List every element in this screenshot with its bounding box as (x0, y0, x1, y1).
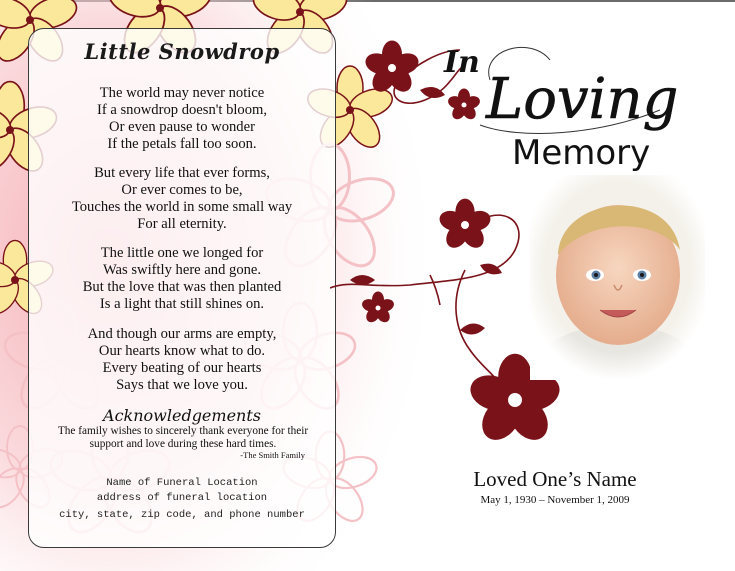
poem-line: But the love that was then planted (82, 279, 282, 295)
poem-line: And though our arms are empty, (87, 326, 277, 342)
poem-line: If the petals fall too soon. (107, 136, 257, 152)
poem-stanza-4 (29, 326, 335, 394)
poem-line: Is a light that still shines on. (99, 296, 265, 312)
in-loving-memory-heading (440, 30, 680, 180)
poem-line: Says that we love you. (116, 377, 248, 393)
poem-line: The little one we longed for (100, 245, 264, 261)
poem-line: Our hearts know what to do. (98, 343, 266, 359)
poem-line: But every life that ever forms, (94, 165, 270, 181)
location-name: Name of Funeral Location (106, 477, 258, 489)
life-dates: May 1, 1930 – November 1, 2009 (480, 494, 630, 506)
location-city-line: city, state, zip code, and phone number (59, 509, 305, 521)
poem-line: If a snowdrop doesn't bloom, (96, 102, 268, 118)
poem-line: Every beating of our hearts (102, 360, 262, 376)
poem-stanza-2 (29, 165, 335, 233)
poem-line: The world may never notice (99, 85, 265, 101)
heading-in: In (444, 45, 480, 80)
poem-line: For all eternity. (137, 216, 227, 232)
heading-memory: Memory (512, 133, 651, 173)
poem-line: Or ever comes to be, (121, 182, 243, 198)
acknowledgements-line: support and love during these hard times. (89, 438, 277, 450)
poem-stanza-3 (29, 245, 335, 313)
poem-line: Touches the world in some small way (71, 199, 293, 215)
poem-card (28, 28, 336, 548)
acknowledgements-line: The family wishes to sincerely thank everyone for their (57, 425, 309, 437)
heading-loving: Loving (486, 67, 679, 132)
child-portrait-photo (530, 175, 705, 380)
poem-title: Little Snowdrop (84, 39, 280, 64)
deceased-name: Loved One’s Name (473, 467, 637, 491)
acknowledgements-text (35, 425, 331, 451)
poem-line: Or even pause to wonder (109, 119, 255, 135)
poem-stanza-1 (29, 85, 335, 153)
location-address: address of funeral location (96, 492, 268, 504)
acknowledgements-heading: Acknowledgements (103, 406, 261, 425)
family-signature: -The Smith Family (240, 450, 305, 460)
poem-line: Was swiftly here and gone. (102, 262, 262, 278)
